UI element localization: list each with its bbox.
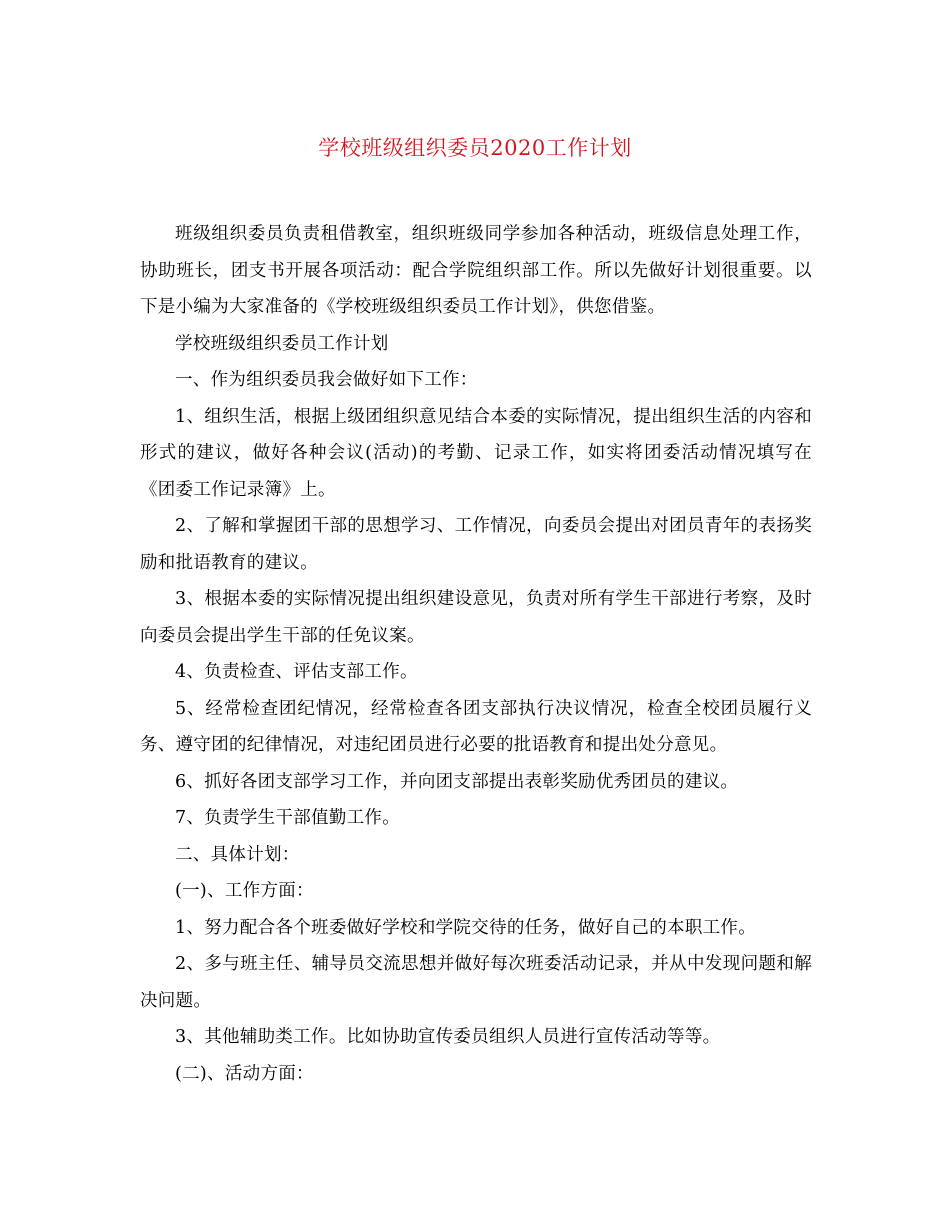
document-body	[140, 216, 812, 1092]
list-item: 3、其他辅助类工作。比如协助宣传委员组织人员进行宣传活动等等。	[175, 1027, 721, 1047]
list-item: 1、努力配合各个班委做好学校和学院交待的任务，做好自己的本职工作。	[175, 917, 757, 938]
list-item: 7、负责学生干部值勤工作。	[175, 808, 401, 828]
list-item: 3、根据本委的实际情况提出组织建设意见，负责对所有学生干部进行考察，及时向委员会提出学生干部的任免议案。	[140, 589, 812, 646]
list-item: 2、了解和掌握团干部的思想学习、工作情况，向委员会提出对团员青年的表扬奖励和批语教育的建议。	[140, 516, 812, 573]
subsection-heading-work: (一)、工作方面：	[175, 881, 314, 901]
subsection-heading-activity: (二)、活动方面：	[175, 1063, 314, 1084]
list-item: 4、负责检查、评估支部工作。	[175, 662, 418, 682]
list-item: 1、组织生活，根据上级团组织意见结合本委的实际情况，提出组织生活的内容和形式的建议，做好各种会议(活动)的考勤、记录工作，如实将团委活动情况填写在《团委工作记录簿》上。	[140, 406, 812, 500]
section-heading-2: 二、具体计划：	[175, 844, 300, 865]
paragraph-intro: 班级组织委员负责租借教室，组织班级同学参加各种活动，班级信息处理工作，协助班长，团支书开展各项活动：配合学院组织部工作。所以先做好计划很重要。以下是小编为大家准备的《学校班级组织委员工作计划》，供您借鉴。	[140, 224, 812, 317]
section-heading-1: 一、作为组织委员我会做好如下工作：	[175, 370, 478, 390]
list-item: 6、抓好各团支部学习工作，并向团支部提出表彰奖励优秀团员的建议。	[175, 771, 739, 792]
list-item: 5、经常检查团纪情况，经常检查各团支部执行决议情况，检查全校团员履行义务、遵守团的纪律情况，对违纪团员进行必要的批语教育和提出处分意见。	[140, 698, 812, 755]
list-item: 2、多与班主任、辅导员交流思想并做好每次班委活动记录，并从中发现问题和解决问题。	[140, 954, 812, 1011]
paragraph-subtitle: 学校班级组织委员工作计划	[175, 333, 389, 354]
document-title: 学校班级组织委员2020工作计划	[318, 136, 632, 160]
